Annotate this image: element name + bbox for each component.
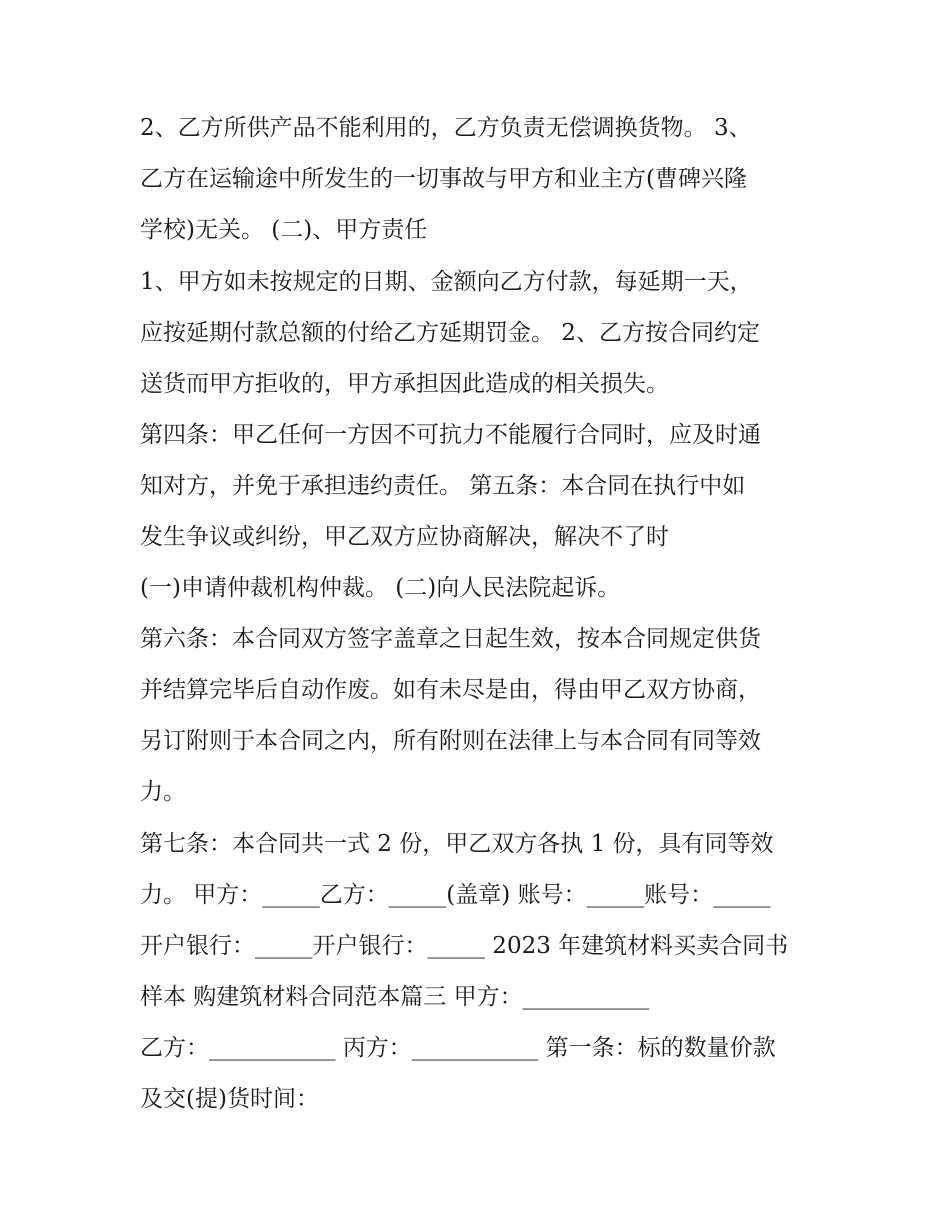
paragraph-article-seven <box>140 819 820 1023</box>
text-line: 开户银行：_____开户银行：_____ 2023 年建筑材料买卖合同书 <box>140 933 789 959</box>
paragraph-party-a-duties <box>140 257 820 410</box>
text-line: 第六条：本合同双方签字盖章之日起生效，按本合同规定供货 <box>140 626 761 652</box>
text-line: 1、甲方如未按规定的日期、金额向乙方付款，每延期一天， <box>140 269 753 295</box>
paragraph-article-one <box>140 1023 820 1125</box>
text-line: 样本 购建筑材料合同范本篇三 甲方：___________ <box>140 984 650 1010</box>
text-line: 及交(提)货时间： <box>140 1086 319 1112</box>
text-line: 力。 甲方：_____乙方：_____(盖章) 账号：_____账号：_____ <box>140 882 771 908</box>
text-line: 应按延期付款总额的付给乙方延期罚金。 2、乙方按合同约定 <box>140 320 760 346</box>
text-line: 乙方在运输途中所发生的一切事故与甲方和业主方(曹碑兴隆 <box>140 166 747 192</box>
text-line: 2、乙方所供产品不能利用的，乙方负责无偿调换货物。 3、 <box>140 115 752 141</box>
text-line: 并结算完毕后自动作废。如有未尽是由，得由甲乙双方协商， <box>140 677 761 703</box>
text-line: 另订附则于本合同之内，所有附则在法律上与本合同有同等效 <box>140 728 761 754</box>
text-line: (一)申请仲裁机构仲裁。 (二)向人民法院起诉。 <box>140 575 621 601</box>
text-line: 力。 <box>140 779 186 805</box>
text-line: 发生争议或纠纷，甲乙双方应协商解决，解决不了时 <box>140 524 669 550</box>
paragraph-article-six <box>140 614 820 818</box>
text-line: 学校)无关。 (二)、甲方责任 <box>140 217 428 243</box>
text-line: 知对方，并免于承担违约责任。 第五条：本合同在执行中如 <box>140 473 746 499</box>
paragraph-dispute-options <box>140 563 820 614</box>
paragraph-party-b-duties <box>140 103 820 256</box>
text-line: 第四条：甲乙任何一方因不可抗力不能履行合同时，应及时通 <box>140 422 761 448</box>
text-line: 乙方：___________ 丙方：___________ 第一条：标的数量价款 <box>140 1035 776 1061</box>
text-line: 第七条：本合同共一式 2 份，甲乙双方各执 1 份，具有同等效 <box>140 831 774 857</box>
text-line: 送货而甲方拒收的，甲方承担因此造成的相关损失。 <box>140 371 669 397</box>
paragraph-article-four-five <box>140 410 820 563</box>
